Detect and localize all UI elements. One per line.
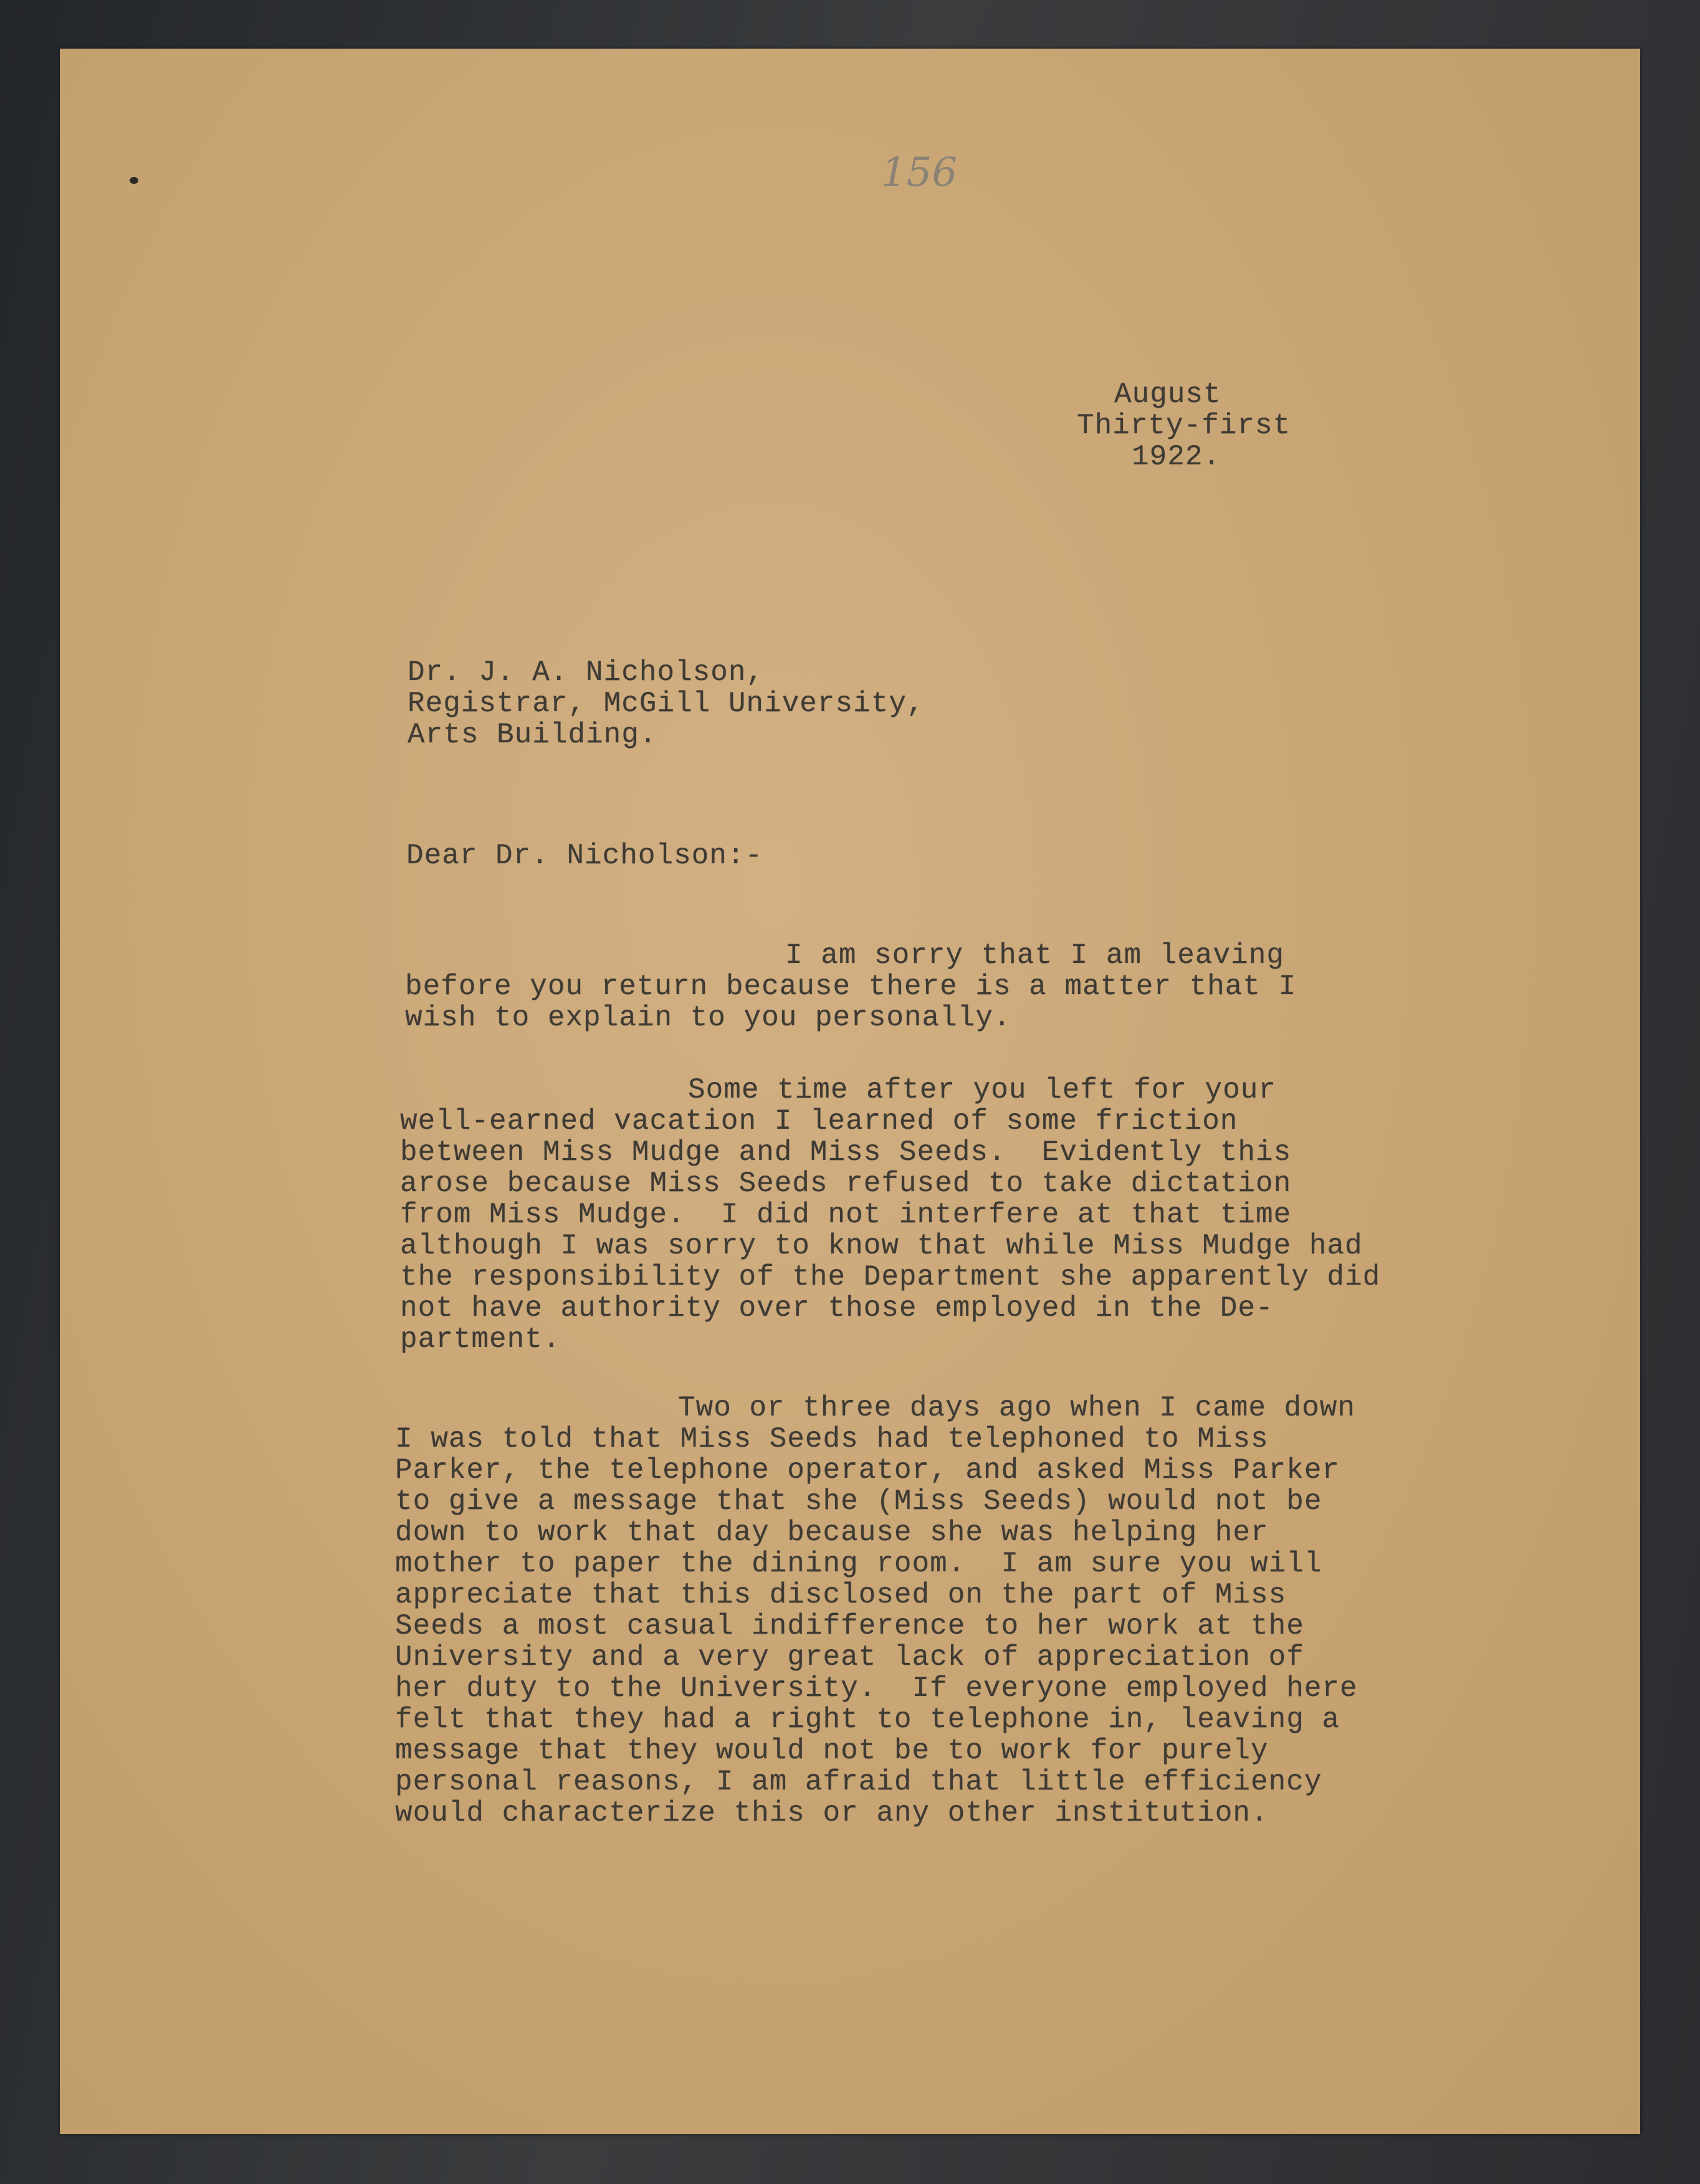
date-year: 1922. xyxy=(1132,441,1221,473)
paragraph-3-line: message that they would not be to work for purely xyxy=(395,1735,1269,1767)
paragraph-3-line: Seeds a most casual indifference to her work at the xyxy=(395,1610,1304,1642)
date-day: Thirty-first xyxy=(1077,410,1291,442)
paragraph-3-line: Two or three days ago when I came down xyxy=(678,1392,1355,1424)
paragraph-3-line: her duty to the University. If everyone employed here xyxy=(395,1672,1358,1705)
paragraph-3-line: Parker, the telephone operator, and asked Miss Parker xyxy=(395,1454,1340,1487)
paragraph-1-line: I am sorry that I am leaving xyxy=(785,939,1284,972)
paragraph-2-line: not have authority over those employed in the De- xyxy=(400,1292,1274,1324)
paragraph-3-line: to give a message that she (Miss Seeds) would not be xyxy=(395,1485,1322,1518)
punch-mark xyxy=(130,177,138,184)
paragraph-3-line: down to work that day because she was helping her xyxy=(395,1516,1269,1549)
paragraph-3-line: mother to paper the dining room. I am sure you will xyxy=(395,1548,1322,1580)
salutation: Dear Dr. Nicholson:- xyxy=(406,840,763,872)
paragraph-1-line: before you return because there is a matter that I xyxy=(405,970,1297,1003)
date-month: August xyxy=(1114,378,1221,411)
address-line-3: Arts Building. xyxy=(408,719,657,751)
paragraph-2-line: from Miss Mudge. I did not interfere at that time xyxy=(400,1199,1292,1231)
paragraph-2-line: although I was sorry to know that while Miss Mudge had xyxy=(400,1230,1363,1262)
paragraph-3-line: personal reasons, I am afraid that little efficiency xyxy=(395,1766,1322,1798)
paragraph-2-line: Some time after you left for your xyxy=(688,1074,1276,1106)
paragraph-3-line: appreciate that this disclosed on the part of Miss xyxy=(395,1579,1287,1611)
paragraph-2-line: the responsibility of the Department she apparently did xyxy=(400,1261,1381,1293)
address-line-1: Dr. J. A. Nicholson, xyxy=(408,656,765,689)
paragraph-2-line: arose because Miss Seeds refused to take dictation xyxy=(400,1167,1292,1200)
paragraph-3-line: felt that they had a right to telephone in, leaving a xyxy=(395,1703,1340,1736)
paragraph-3-line: I was told that Miss Seeds had telephoned to Miss xyxy=(395,1423,1269,1455)
paragraph-3-line: would characterize this or any other institution. xyxy=(395,1797,1269,1829)
address-line-2: Registrar, McGill University, xyxy=(408,687,925,720)
page-number-note: 156 xyxy=(881,150,958,196)
paragraph-1-line: wish to explain to you personally. xyxy=(405,1002,1011,1034)
paragraph-3-line: University and a very great lack of appreciation of xyxy=(395,1641,1304,1674)
letter-page xyxy=(60,49,1640,2134)
paragraph-2-line: between Miss Mudge and Miss Seeds. Evidently this xyxy=(400,1136,1292,1169)
paragraph-2-line: well-earned vacation I learned of some friction xyxy=(400,1105,1238,1138)
paragraph-2-line: partment. xyxy=(400,1323,561,1356)
